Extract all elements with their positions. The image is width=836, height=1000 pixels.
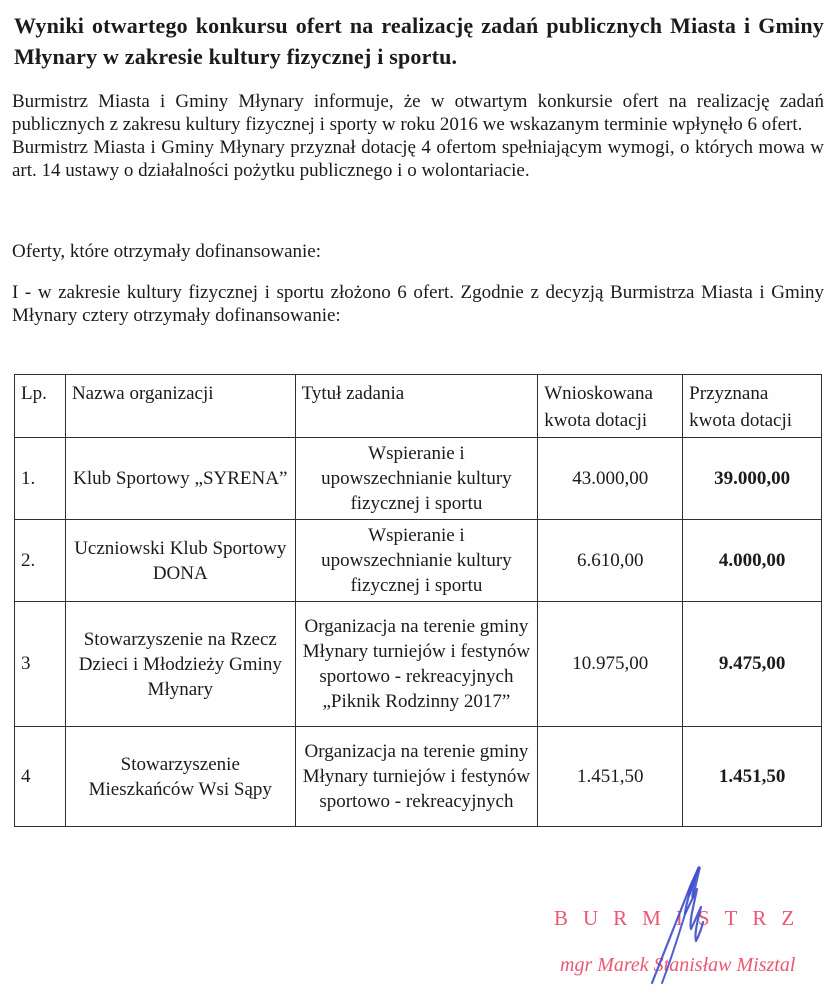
cell-granted-amount: 9.475,00 — [683, 602, 822, 727]
paragraph-intro-2: Burmistrz Miasta i Gminy Młynary przyznał dotację 4 ofertom spełniającym wymogi, o których mowa w art. 14 ustawy o działalności pożytku publicznego i o wolontariacie. — [12, 137, 824, 181]
table-row — [15, 438, 822, 520]
cell-task-title: Organizacja na terenie gminy Młynary turniejów i festynów sportowo - rekreacyjnych — [295, 727, 538, 827]
cell-lp: 3 — [15, 602, 66, 727]
paragraph-intro-1: Burmistrz Miasta i Gminy Młynary informuje, że w otwartym konkursie ofert na realizację zadań publicznych z zakresu kultury fizycznej i sporty w roku 2016 we wskazanym terminie wpłynęło 6 ofert. — [12, 91, 824, 135]
cell-lp: 1. — [15, 438, 66, 520]
cell-requested-amount: 6.610,00 — [538, 520, 683, 602]
cell-task-title: Wspieranie i upowszechnianie kultury fizycznej i sportu — [295, 438, 538, 520]
document-title: Wyniki otwartego konkursu ofert na realizację zadań publicznych Miasta i Gminy Młynary w zakresie kultury fizycznej i sportu. — [14, 13, 824, 69]
cell-task-title: Organizacja na terenie gminy Młynary turniejów i festynów sportowo - rekreacyjnych „Piknik Rodzinny 2017” — [295, 602, 538, 727]
table-row — [15, 727, 822, 827]
cell-organization: Klub Sportowy „SYRENA” — [65, 438, 295, 520]
table-header-row — [15, 375, 822, 438]
cell-requested-amount: 1.451,50 — [538, 727, 683, 827]
column-header-granted-amount: Przyznana kwota dotacji — [683, 375, 822, 438]
cell-lp: 2. — [15, 520, 66, 602]
cell-requested-amount: 10.975,00 — [538, 602, 683, 727]
cell-requested-amount: 43.000,00 — [538, 438, 683, 520]
cell-granted-amount: 39.000,00 — [683, 438, 822, 520]
cell-granted-amount: 4.000,00 — [683, 520, 822, 602]
table-row — [15, 520, 822, 602]
grants-table — [14, 374, 822, 827]
cell-granted-amount: 1.451,50 — [683, 727, 822, 827]
stamp-signer-name: mgr Marek Stanisław Misztal — [560, 954, 796, 976]
column-header-task-title: Tytuł zadania — [295, 375, 538, 438]
intro-paragraphs — [12, 90, 824, 182]
offers-funded-label: Oferty, które otrzymały dofinansowanie: — [12, 241, 322, 262]
column-header-lp: Lp. — [15, 375, 66, 438]
column-header-organization: Nazwa organizacji — [65, 375, 295, 438]
handwritten-signature-ink — [640, 864, 720, 988]
cell-organization: Stowarzyszenie Mieszkańców Wsi Sąpy — [65, 727, 295, 827]
cell-organization: Stowarzyszenie na Rzecz Dzieci i Młodzieży Gminy Młynary — [65, 602, 295, 727]
stamp-role-title: BURMISTRZ — [554, 906, 810, 930]
cell-task-title: Wspieranie i upowszechnianie kultury fizycznej i sportu — [295, 520, 538, 602]
section-one-detail: I - w zakresie kultury fizycznej i sportu złożono 6 ofert. Zgodnie z decyzją Burmistrza Miasta i Gminy Młynary cztery otrzymały dofinansowanie: — [12, 282, 824, 326]
column-header-requested-amount: Wnioskowana kwota dotacji — [538, 375, 683, 438]
cell-lp: 4 — [15, 727, 66, 827]
table-row — [15, 602, 822, 727]
cell-organization: Uczniowski Klub Sportowy DONA — [65, 520, 295, 602]
